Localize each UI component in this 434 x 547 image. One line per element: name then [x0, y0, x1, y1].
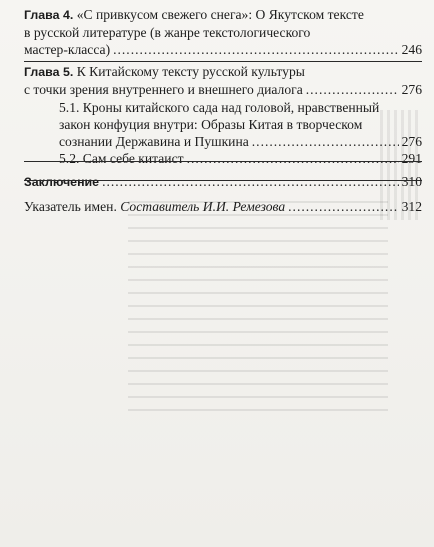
index-compiler: Составитель И.И. Ремезова	[120, 199, 286, 214]
conclusion-label: Заключение	[24, 175, 100, 189]
index-title: Указатель имен.	[24, 199, 121, 214]
toc-entry-section-5-2	[24, 150, 422, 167]
page-number: 276	[401, 134, 422, 149]
toc-entry-index	[24, 198, 422, 215]
section-title-line-1: 5.1. Кроны китайского сада над головой, нравственный	[59, 100, 380, 115]
toc-line	[24, 173, 422, 191]
chapter-title-line-3: мастер-класса)	[24, 42, 111, 57]
divider-rule	[24, 161, 422, 162]
chapter-title-line-1: К Китайскому тексту русской культуры	[76, 64, 305, 79]
toc-line	[59, 99, 422, 116]
toc-line	[59, 133, 422, 150]
section-title-line-2: закон конфуция внутри: Образы Китая в творческом	[59, 117, 363, 132]
toc-line	[59, 116, 422, 133]
toc-entry-conclusion	[24, 173, 422, 191]
chapter-label: Глава 4.	[24, 8, 74, 22]
section-title: 5.2. Сам себе китаист	[59, 151, 184, 166]
toc-text	[24, 198, 285, 215]
chapter-title-line-2: с точки зрения внутреннего и внешнего диалога	[24, 82, 303, 97]
toc-line	[24, 24, 422, 41]
page-number: 246	[401, 42, 422, 57]
chapter-title-line-1: «С привкусом свежего снега»: О Якутском тексте	[76, 7, 364, 22]
page-number: 310	[401, 174, 422, 189]
leader-dots	[187, 150, 399, 167]
leader-dots	[306, 81, 399, 98]
toc-entry-chapter-5	[24, 63, 422, 98]
toc-entry-chapter-4	[24, 6, 422, 58]
leader-dots	[102, 173, 399, 190]
toc-line	[59, 150, 422, 167]
chapter-label: Глава 5.	[24, 65, 74, 79]
toc-text	[24, 63, 305, 81]
leader-dots	[113, 41, 399, 58]
chapter-title-line-2: в русской литературе (в жанре текстологического	[24, 25, 311, 40]
toc-line	[24, 41, 422, 58]
page-number: 291	[401, 151, 422, 166]
toc-line	[24, 63, 422, 81]
divider-rule	[24, 61, 422, 62]
divider-rule	[24, 180, 422, 181]
toc-text	[24, 6, 364, 24]
leader-dots	[252, 133, 399, 150]
bleed-through-text	[128, 190, 388, 420]
toc-line	[24, 198, 422, 215]
toc-line	[24, 81, 422, 98]
table-of-contents	[24, 6, 422, 215]
page-number: 312	[401, 199, 422, 214]
section-title-line-3: сознании Державина и Пушкина	[59, 134, 249, 149]
leader-dots	[288, 198, 398, 215]
toc-entry-section-5-1	[24, 99, 422, 150]
page-number: 276	[401, 82, 422, 97]
toc-line	[24, 6, 422, 24]
